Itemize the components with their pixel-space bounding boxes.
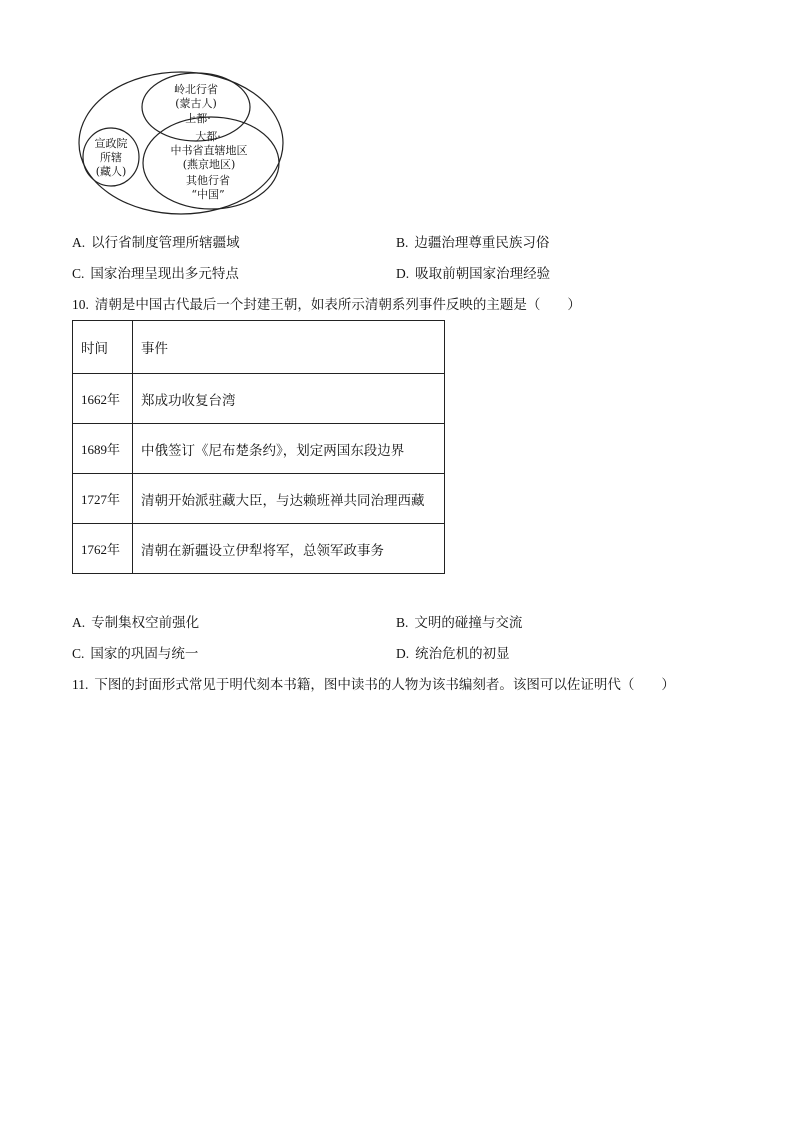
q10-option-c[interactable] xyxy=(72,645,198,663)
q10-option-d[interactable] xyxy=(396,645,510,663)
q11-stem xyxy=(72,676,675,694)
option-text: 以行省制度管理所辖疆域 xyxy=(91,235,240,251)
option-letter: A. xyxy=(72,615,86,630)
option-text: 统治危机的初显 xyxy=(415,646,510,662)
left-oval-line-1: 宣政院 xyxy=(94,137,128,150)
option-text: 文明的碰撞与交流 xyxy=(414,615,523,631)
top-oval-line-2: (蒙古人) xyxy=(175,97,217,110)
cell-event: 清朝在新疆设立伊犁将军，总领军政事务 xyxy=(133,524,445,574)
option-letter: C. xyxy=(72,266,85,281)
header-time: 时间 xyxy=(73,321,133,374)
q10-option-b[interactable] xyxy=(396,614,522,632)
cell-event: 中俄签订《尼布楚条约》，划定两国东段边界 xyxy=(133,424,445,474)
q9-option-b[interactable] xyxy=(396,234,549,252)
option-letter: D. xyxy=(396,646,410,661)
question-number: 11. xyxy=(72,677,89,692)
option-letter: B. xyxy=(396,615,409,630)
option-letter: D. xyxy=(396,266,410,281)
question-text: 清朝是中国古代最后一个封建王朝，如表所示清朝系列事件反映的主题是（ ） xyxy=(94,297,581,313)
bottom-oval-line-5: “中国” xyxy=(191,188,225,201)
q9-option-a[interactable] xyxy=(72,234,240,252)
question-number: 10. xyxy=(72,297,89,312)
table-row xyxy=(73,374,445,424)
option-text: 国家的巩固与统一 xyxy=(90,646,199,662)
option-text: 吸取前朝国家治理经验 xyxy=(415,266,551,282)
q10-stem xyxy=(72,296,581,314)
top-oval-line-3: 上都· xyxy=(185,112,211,125)
top-oval-line-1: 岭北行省 xyxy=(174,83,218,96)
q9-option-c[interactable] xyxy=(72,265,239,283)
cell-event: 郑成功收复台湾 xyxy=(133,374,445,424)
cell-year: 1689年 xyxy=(73,424,133,474)
table-row xyxy=(73,424,445,474)
q9-option-d[interactable] xyxy=(396,265,550,283)
left-oval-line-3: (藏人) xyxy=(95,165,127,178)
cell-year: 1762年 xyxy=(73,524,133,574)
option-text: 边疆治理尊重民族习俗 xyxy=(414,235,550,251)
table-header-row xyxy=(73,321,445,374)
bottom-oval-line-1: 大都· xyxy=(195,130,221,143)
cell-year: 1727年 xyxy=(73,474,133,524)
bottom-oval-line-4: 其他行省 xyxy=(186,174,230,187)
option-letter: A. xyxy=(72,235,86,250)
cell-year: 1662年 xyxy=(73,374,133,424)
option-text: 国家治理呈现出多元特点 xyxy=(90,266,239,282)
table-row xyxy=(73,524,445,574)
header-event: 事件 xyxy=(133,321,445,374)
bottom-oval-line-2: 中书省直辖地区 xyxy=(170,144,248,157)
cell-event: 清朝开始派驻藏大臣，与达赖班禅共同治理西藏 xyxy=(133,474,445,524)
yuan-territory-diagram xyxy=(78,70,284,216)
qing-events-table xyxy=(72,320,445,574)
option-text: 专制集权空前强化 xyxy=(91,615,200,631)
bottom-oval-line-3: (燕京地区) xyxy=(182,158,236,171)
question-text: 下图的封面形式常见于明代刻本书籍，图中读书的人物为该书编刻者。该图可以佐证明代（ ） xyxy=(94,677,675,693)
q10-option-a[interactable] xyxy=(72,614,199,632)
table-row xyxy=(73,474,445,524)
option-letter: C. xyxy=(72,646,85,661)
left-oval-line-2: 所辖 xyxy=(100,151,122,164)
option-letter: B. xyxy=(396,235,409,250)
